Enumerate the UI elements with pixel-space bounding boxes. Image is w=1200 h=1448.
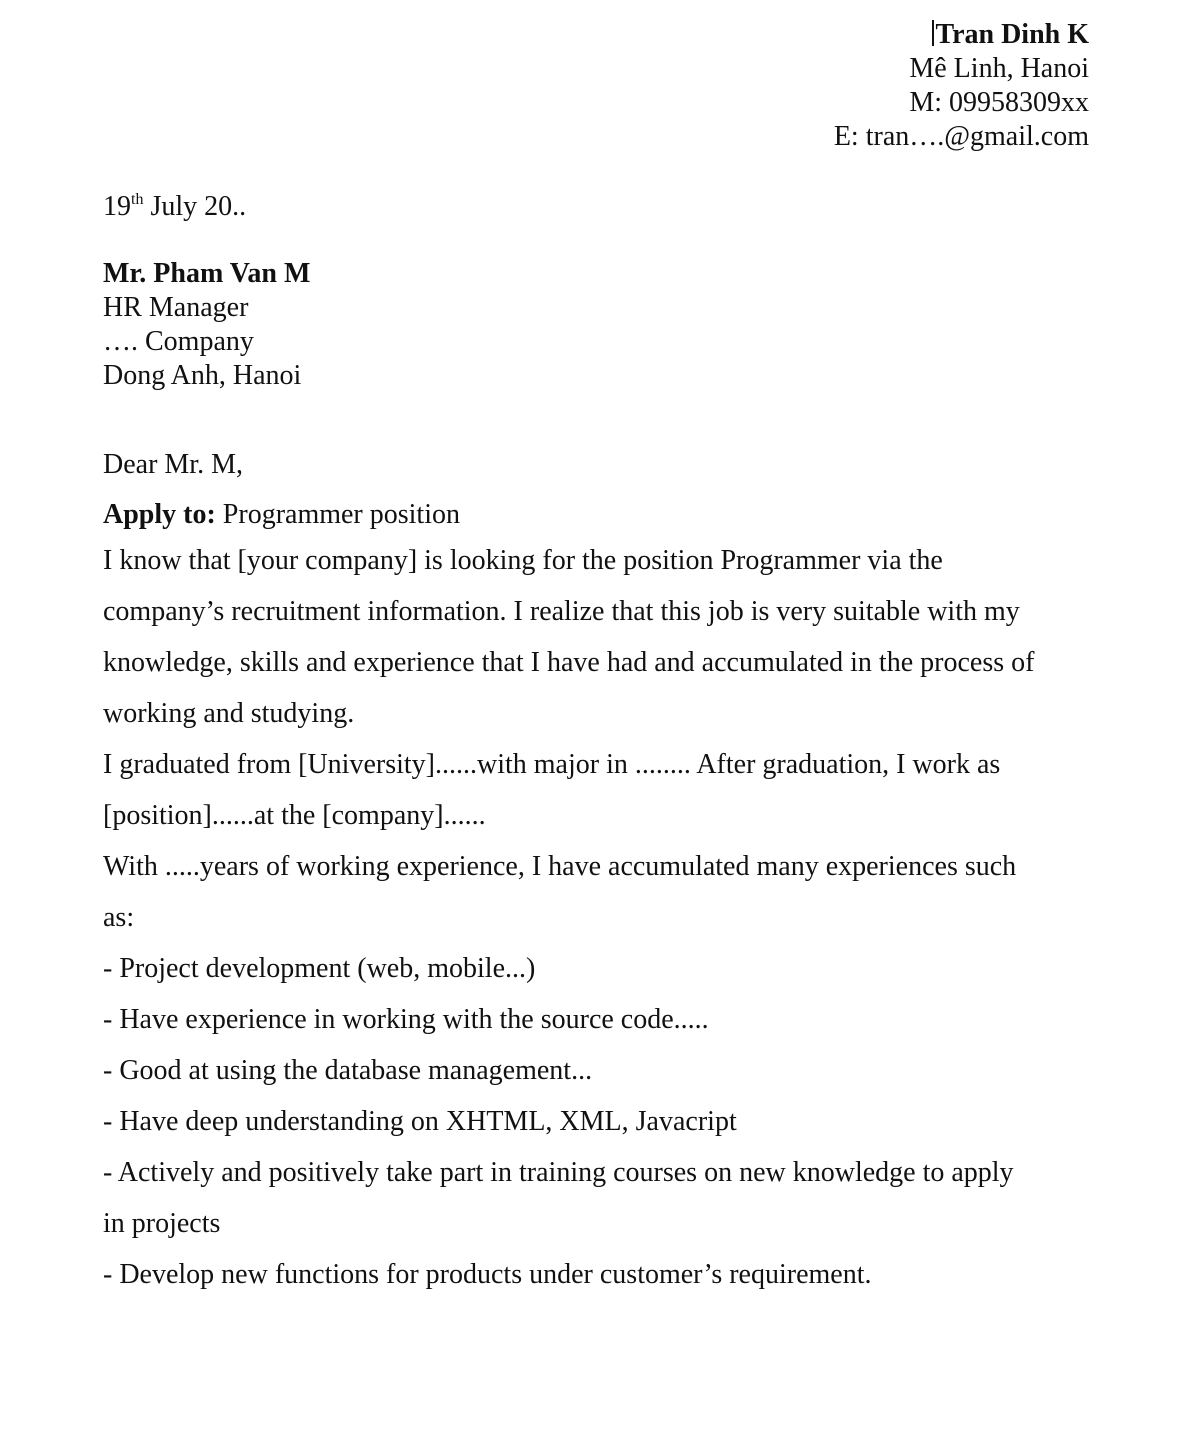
date-rest: July 20..: [143, 191, 247, 222]
sender-name-line: [834, 18, 1089, 52]
body-line: company’s recruitment information. I realize that this job is very suitable with my: [103, 596, 1020, 627]
body-line: knowledge, skills and experience that I have had and accumulated in the process of: [103, 647, 1035, 678]
sender-name: Tran Dinh K: [935, 19, 1089, 50]
body-line: working and studying.: [103, 698, 355, 729]
date-day: 19: [103, 191, 131, 222]
body-line: I graduated from [University]......with major in ........ After graduation, I work as: [103, 749, 1001, 780]
apply-line: [103, 495, 1103, 535]
body-line: I know that [your company] is looking for the position Programmer via the: [103, 545, 943, 576]
letter-date: [103, 190, 246, 224]
body-line: as:: [103, 902, 135, 933]
bullet-item: - Project development (web, mobile...): [103, 953, 536, 984]
salutation: Dear Mr. M,: [103, 449, 243, 480]
recipient-address: Dong Anh, Hanoi: [103, 360, 302, 391]
apply-label: Apply to:: [103, 499, 216, 530]
recipient-block: [103, 257, 310, 393]
letter-body: [103, 445, 1103, 1300]
apply-value: Programmer position: [215, 499, 460, 530]
bullet-item-continuation: in projects: [103, 1208, 221, 1239]
body-paragraphs: [103, 535, 1103, 1300]
sender-email: E: tran….@gmail.com: [833, 121, 1089, 152]
body-line: [position]......at the [company]......: [103, 800, 486, 831]
bullet-item: - Have experience in working with the source code.....: [103, 1004, 709, 1035]
body-line: With .....years of working experience, I have accumulated many experiences such: [103, 851, 1017, 882]
recipient-company: …. Company: [103, 326, 254, 357]
sender-block: [834, 18, 1089, 154]
bullet-item: - Actively and positively take part in training courses on new knowledge to apply: [103, 1157, 1014, 1188]
recipient-name: Mr. Pham Van M: [103, 258, 311, 289]
bullet-item: - Develop new functions for products under customer’s requirement.: [103, 1259, 872, 1290]
sender-address: Mê Linh, Hanoi: [909, 53, 1089, 84]
bullet-item: - Have deep understanding on XHTML, XML, Javacript: [103, 1106, 737, 1137]
recipient-title: HR Manager: [103, 292, 249, 323]
sender-mobile: M: 09958309xx: [909, 87, 1089, 118]
date-suffix: th: [131, 191, 144, 208]
bullet-item: - Good at using the database management...: [103, 1055, 593, 1086]
